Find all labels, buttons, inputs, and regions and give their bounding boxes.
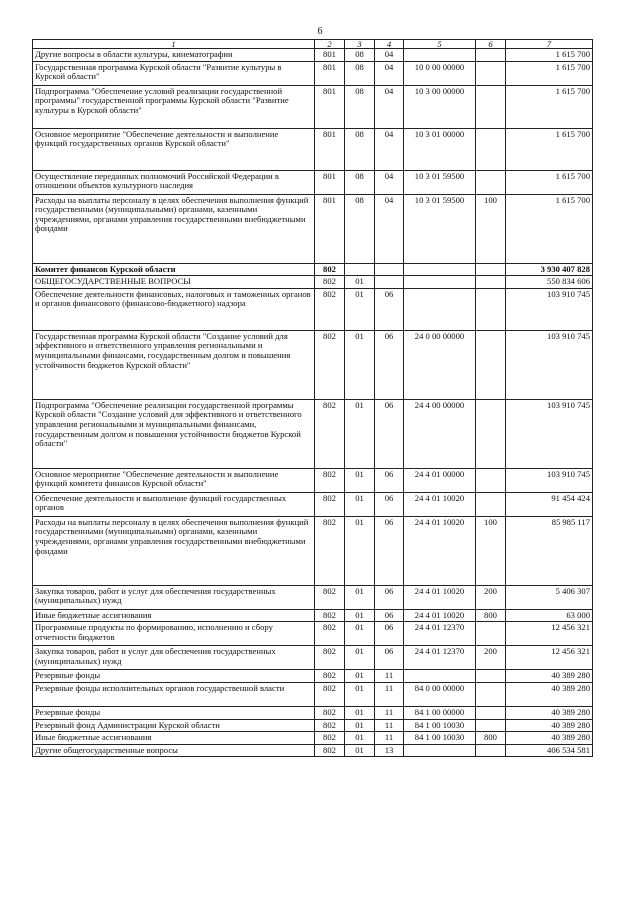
section-code-cell: 01 — [345, 719, 375, 732]
expense-type-cell — [476, 706, 506, 719]
target-article-cell: 24 4 01 10020 — [404, 585, 476, 609]
amount-cell: 63 000 — [506, 609, 593, 622]
ministry-code-cell: 802 — [315, 744, 345, 757]
ministry-code-cell: 802 — [315, 670, 345, 683]
column-header-7: 7 — [506, 40, 593, 49]
ministry-code-cell: 802 — [315, 732, 345, 745]
table-row — [33, 399, 593, 468]
expense-type-cell — [476, 682, 506, 706]
amount-cell: 40 389 280 — [506, 719, 593, 732]
amount-cell: 40 389 280 — [506, 670, 593, 683]
expense-name-cell: Иные бюджетные ассигнования — [33, 732, 315, 745]
table-row — [33, 670, 593, 683]
ministry-code-cell: 802 — [315, 706, 345, 719]
target-article-cell — [404, 263, 476, 276]
expense-name-cell: Государственная программа Курской области "Создание условий для эффективного и ответственного управления региональными и муниципальными финансами, государственным долгом и повышения устойчивости бюджетов Курской области" — [33, 330, 315, 399]
expense-name-cell: Основное мероприятие "Обеспечение деятельности и выполнение функций комитета финансов Курской области" — [33, 468, 315, 492]
ministry-code-cell: 802 — [315, 399, 345, 468]
expense-type-cell: 200 — [476, 646, 506, 670]
subsection-code-cell: 11 — [375, 682, 404, 706]
section-code-cell: 08 — [345, 61, 375, 85]
ministry-code-cell: 802 — [315, 468, 345, 492]
amount-cell: 1 615 700 — [506, 170, 593, 194]
expense-name-cell: Осуществление переданных полномочий Российской Федерации в отношении объектов культурного наследия — [33, 170, 315, 194]
target-article-cell: 24 4 01 10020 — [404, 516, 476, 585]
subsection-code-cell: 04 — [375, 85, 404, 128]
amount-cell: 40 389 280 — [506, 706, 593, 719]
table-row — [33, 330, 593, 399]
expense-name-cell: Резервные фонды исполнительных органов государственной власти — [33, 682, 315, 706]
subsection-code-cell: 04 — [375, 128, 404, 170]
expense-type-cell — [476, 670, 506, 683]
table-row — [33, 128, 593, 170]
expense-name-cell: Государственная программа Курской области "Развитие культуры в Курской области" — [33, 61, 315, 85]
amount-cell: 1 615 700 — [506, 61, 593, 85]
subsection-code-cell: 06 — [375, 516, 404, 585]
table-row — [33, 288, 593, 330]
amount-cell: 1 615 700 — [506, 49, 593, 62]
section-code-cell: 01 — [345, 585, 375, 609]
section-code-cell: 01 — [345, 609, 375, 622]
expense-type-cell — [476, 399, 506, 468]
section-code-cell: 01 — [345, 330, 375, 399]
amount-cell: 103 910 745 — [506, 330, 593, 399]
target-article-cell: 10 3 01 00000 — [404, 128, 476, 170]
target-article-cell: 84 1 00 10030 — [404, 719, 476, 732]
target-article-cell: 84 0 00 00000 — [404, 682, 476, 706]
expense-type-cell — [476, 492, 506, 516]
expense-name-cell: Резервные фонды — [33, 670, 315, 683]
ministry-code-cell: 801 — [315, 194, 345, 263]
table-row — [33, 468, 593, 492]
amount-cell: 12 456 321 — [506, 622, 593, 646]
subsection-code-cell: 04 — [375, 194, 404, 263]
target-article-cell: 24 4 01 00000 — [404, 468, 476, 492]
expense-type-cell — [476, 330, 506, 399]
table-row — [33, 585, 593, 609]
ministry-code-cell: 801 — [315, 61, 345, 85]
amount-cell: 103 910 745 — [506, 399, 593, 468]
subsection-code-cell: 06 — [375, 609, 404, 622]
subsection-code-cell: 11 — [375, 732, 404, 745]
amount-cell: 550 834 606 — [506, 276, 593, 289]
target-article-cell — [404, 288, 476, 330]
amount-cell: 103 910 745 — [506, 288, 593, 330]
section-code-cell: 08 — [345, 194, 375, 263]
subsection-code-cell: 06 — [375, 399, 404, 468]
column-header-6: 6 — [476, 40, 506, 49]
table-row — [33, 609, 593, 622]
target-article-cell — [404, 744, 476, 757]
section-code-cell: 01 — [345, 399, 375, 468]
table-row — [33, 622, 593, 646]
subsection-code-cell: 11 — [375, 670, 404, 683]
ministry-code-cell: 802 — [315, 682, 345, 706]
target-article-cell: 84 1 00 10030 — [404, 732, 476, 745]
expense-type-cell: 100 — [476, 516, 506, 585]
expense-type-cell — [476, 744, 506, 757]
section-code-cell: 01 — [345, 744, 375, 757]
ministry-code-cell: 802 — [315, 585, 345, 609]
expense-name-cell: Программные продукты по формированию, исполнению и сбору отчетности бюджетов — [33, 622, 315, 646]
section-code-cell: 01 — [345, 276, 375, 289]
section-code-cell: 01 — [345, 732, 375, 745]
expense-name-cell: Резервный фонд Администрации Курской области — [33, 719, 315, 732]
column-header-3: 3 — [345, 40, 375, 49]
expense-type-cell — [476, 719, 506, 732]
ministry-code-cell: 802 — [315, 646, 345, 670]
amount-cell: 40 389 280 — [506, 732, 593, 745]
expense-name-cell: Основное мероприятие "Обеспечение деятельности и выполнение функций государственных органов Курской области" — [33, 128, 315, 170]
table-row — [33, 682, 593, 706]
section-code-cell: 01 — [345, 646, 375, 670]
subsection-code-cell: 06 — [375, 288, 404, 330]
expense-type-cell — [476, 49, 506, 62]
table-row — [33, 492, 593, 516]
expense-name-cell: Обеспечение деятельности и выполнение функций государственных органов — [33, 492, 315, 516]
amount-cell: 1 615 700 — [506, 194, 593, 263]
section-code-cell: 01 — [345, 516, 375, 585]
expense-name-cell: Резервные фонды — [33, 706, 315, 719]
subsection-code-cell — [375, 276, 404, 289]
section-code-cell — [345, 263, 375, 276]
ministry-code-cell: 802 — [315, 719, 345, 732]
expense-type-cell: 100 — [476, 194, 506, 263]
section-code-cell: 01 — [345, 468, 375, 492]
expense-type-cell — [476, 263, 506, 276]
expense-type-cell — [476, 170, 506, 194]
table-row — [33, 61, 593, 85]
expense-name-cell: Закупка товаров, работ и услуг для обеспечения государственных (муниципальных) нужд — [33, 646, 315, 670]
expense-name-cell: Другие вопросы в области культуры, кинематографии — [33, 49, 315, 62]
table-row — [33, 49, 593, 62]
expense-type-cell — [476, 61, 506, 85]
target-article-cell: 10 0 00 00000 — [404, 61, 476, 85]
target-article-cell: 24 4 00 00000 — [404, 399, 476, 468]
ministry-code-cell: 802 — [315, 492, 345, 516]
ministry-code-cell: 802 — [315, 288, 345, 330]
ministry-code-cell: 801 — [315, 49, 345, 62]
subsection-code-cell: 13 — [375, 744, 404, 757]
target-article-cell: 24 4 01 10020 — [404, 609, 476, 622]
section-code-cell: 08 — [345, 170, 375, 194]
expense-type-cell — [476, 622, 506, 646]
expense-name-cell: Подпрограмма "Обеспечение реализации государственной программы Курской области "Создание условий для эффективного и ответственного управления региональными и муниципальными финансами, государственным долгом и повышения устойчивости бюджетов Курской области" — [33, 399, 315, 468]
ministry-code-cell: 802 — [315, 516, 345, 585]
target-article-cell — [404, 276, 476, 289]
section-code-cell: 01 — [345, 492, 375, 516]
expense-type-cell: 200 — [476, 585, 506, 609]
subsection-code-cell: 11 — [375, 706, 404, 719]
table-row — [33, 263, 593, 276]
amount-cell: 40 389 280 — [506, 682, 593, 706]
column-header-5: 5 — [404, 40, 476, 49]
amount-cell: 12 456 321 — [506, 646, 593, 670]
amount-cell: 5 406 307 — [506, 585, 593, 609]
table-row — [33, 719, 593, 732]
subsection-code-cell: 06 — [375, 585, 404, 609]
ministry-code-cell: 802 — [315, 263, 345, 276]
section-code-cell: 08 — [345, 49, 375, 62]
table-row — [33, 706, 593, 719]
column-header-2: 2 — [315, 40, 345, 49]
ministry-code-cell: 802 — [315, 609, 345, 622]
table-row — [33, 85, 593, 128]
expense-name-cell: Обеспечение деятельности финансовых, налоговых и таможенных органов и органов финансового (финансово-бюджетного) надзора — [33, 288, 315, 330]
amount-cell: 85 985 117 — [506, 516, 593, 585]
ministry-code-cell: 801 — [315, 85, 345, 128]
amount-cell: 103 910 745 — [506, 468, 593, 492]
table-row — [33, 732, 593, 745]
subsection-code-cell: 11 — [375, 719, 404, 732]
amount-cell: 91 454 424 — [506, 492, 593, 516]
target-article-cell: 10 3 01 59500 — [404, 194, 476, 263]
section-code-cell: 01 — [345, 622, 375, 646]
section-code-cell: 08 — [345, 128, 375, 170]
ministry-code-cell: 802 — [315, 330, 345, 399]
table-row — [33, 744, 593, 757]
target-article-cell: 10 3 01 59500 — [404, 170, 476, 194]
target-article-cell: 24 0 00 00000 — [404, 330, 476, 399]
expense-type-cell: 800 — [476, 732, 506, 745]
section-code-cell: 01 — [345, 288, 375, 330]
expense-type-cell — [476, 468, 506, 492]
table-row — [33, 276, 593, 289]
expense-name-cell: Расходы на выплаты персоналу в целях обеспечения выполнения функций государственными (муниципальными) органами, казенными учреждениями, органами управления государственными внебюджетными фондами — [33, 194, 315, 263]
subsection-code-cell: 06 — [375, 646, 404, 670]
expense-name-cell: ОБЩЕГОСУДАРСТВЕННЫЕ ВОПРОСЫ — [33, 276, 315, 289]
section-code-cell: 01 — [345, 670, 375, 683]
expense-name-cell: Другие общегосударственные вопросы — [33, 744, 315, 757]
column-number-row — [33, 40, 593, 49]
amount-cell: 1 615 700 — [506, 85, 593, 128]
subsection-code-cell: 06 — [375, 622, 404, 646]
page-number: 6 — [317, 26, 323, 37]
subsection-code-cell: 04 — [375, 61, 404, 85]
amount-cell: 1 615 700 — [506, 128, 593, 170]
target-article-cell: 24 4 01 10020 — [404, 492, 476, 516]
target-article-cell — [404, 49, 476, 62]
subsection-code-cell: 04 — [375, 170, 404, 194]
column-header-1: 1 — [33, 40, 315, 49]
expense-type-cell: 800 — [476, 609, 506, 622]
expense-name-cell: Расходы на выплаты персоналу в целях обеспечения выполнения функций государственными (муниципальными) органами, казенными учреждениями, органами управления государственными внебюджетными фондами — [33, 516, 315, 585]
subsection-code-cell: 06 — [375, 330, 404, 399]
section-code-cell: 08 — [345, 85, 375, 128]
expense-type-cell — [476, 288, 506, 330]
expense-name-cell: Подпрограмма "Обеспечение условий реализации государственной программы" государственной программы Курской области "Развитие культуры в Курской области" — [33, 85, 315, 128]
expense-type-cell — [476, 85, 506, 128]
column-header-4: 4 — [375, 40, 404, 49]
ministry-code-cell: 802 — [315, 276, 345, 289]
expense-type-cell — [476, 128, 506, 170]
subsection-code-cell: 06 — [375, 468, 404, 492]
target-article-cell: 10 3 00 00000 — [404, 85, 476, 128]
expense-name-cell: Закупка товаров, работ и услуг для обеспечения государственных (муниципальных) нужд — [33, 585, 315, 609]
table-row — [33, 646, 593, 670]
table-row — [33, 516, 593, 585]
target-article-cell — [404, 670, 476, 683]
ministry-code-cell: 801 — [315, 170, 345, 194]
subsection-code-cell: 04 — [375, 49, 404, 62]
subsection-code-cell: 06 — [375, 492, 404, 516]
amount-cell: 406 534 581 — [506, 744, 593, 757]
amount-cell: 3 930 407 828 — [506, 263, 593, 276]
table-row — [33, 170, 593, 194]
expense-type-cell — [476, 276, 506, 289]
ministry-code-cell: 802 — [315, 622, 345, 646]
expense-name-cell: Иные бюджетные ассигнования — [33, 609, 315, 622]
subsection-code-cell — [375, 263, 404, 276]
budget-table — [32, 39, 593, 757]
section-code-cell: 01 — [345, 682, 375, 706]
target-article-cell: 24 4 01 12370 — [404, 622, 476, 646]
target-article-cell: 24 4 01 12370 — [404, 646, 476, 670]
ministry-code-cell: 801 — [315, 128, 345, 170]
expense-name-cell: Комитет финансов Курской области — [33, 263, 315, 276]
target-article-cell: 84 1 00 00000 — [404, 706, 476, 719]
section-code-cell: 01 — [345, 706, 375, 719]
table-row — [33, 194, 593, 263]
